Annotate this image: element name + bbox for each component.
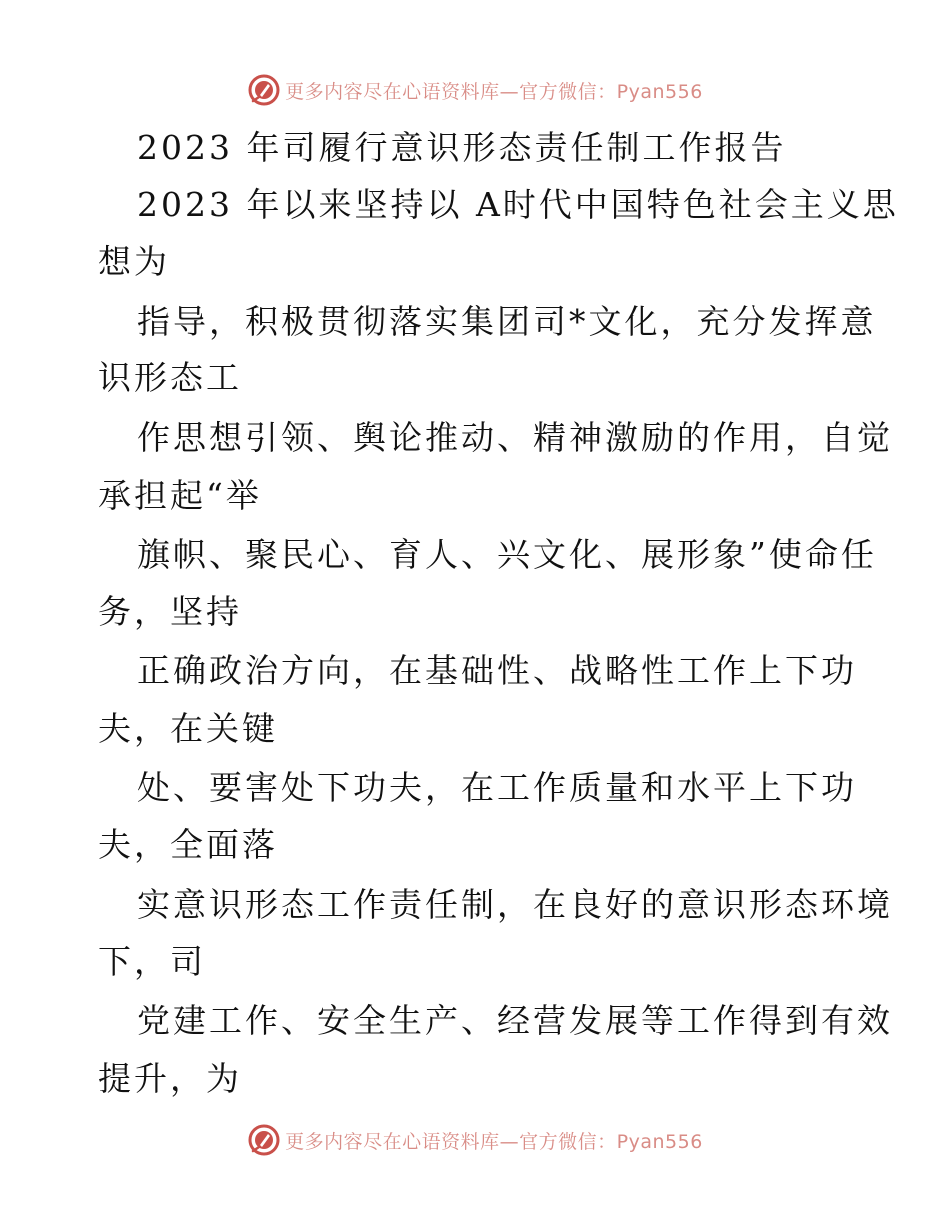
document-title: 2023 年司履行意识形态责任制工作报告 xyxy=(137,128,787,167)
paragraph-line: 指导，积极贯彻落实集团司*文化，充分发挥意 xyxy=(137,302,877,341)
paragraph-line: 实意识形态工作责任制，在良好的意识形态环境 xyxy=(137,885,893,924)
paragraph-line: 下，司 xyxy=(98,942,206,981)
paragraph-line: 作思想引领、舆论推动、精神激励的作用，自觉 xyxy=(137,418,893,457)
paragraph-line: 正确政治方向，在基础性、战略性工作上下功 xyxy=(137,651,857,690)
watermark-text: 更多内容尽在心语资料库—官方微信：Pyan556 xyxy=(285,80,703,103)
paragraph-line: 承担起“举 xyxy=(98,476,262,515)
paragraph-line: 提升，为 xyxy=(98,1059,242,1098)
paragraph-line: 识形态工 xyxy=(98,358,242,397)
paragraph-line: 想为 xyxy=(98,242,170,281)
paragraph-line: 旗帜、聚民心、育人、兴文化、展形象”使命任 xyxy=(137,535,877,574)
paragraph-line: 夫，在关键 xyxy=(98,709,278,748)
paragraph-line: 夫，全面落 xyxy=(98,825,278,864)
paragraph-line: 党建工作、安全生产、经营发展等工作得到有效 xyxy=(137,1001,893,1040)
pen-nib-seal-icon xyxy=(247,1123,281,1157)
watermark-text: 更多内容尽在心语资料库—官方微信：Pyan556 xyxy=(285,1130,703,1153)
footer-watermark xyxy=(0,1120,950,1160)
paragraph-line: 处、要害处下功夫，在工作质量和水平上下功 xyxy=(137,768,857,807)
paragraph-line: 2023 年以来坚持以 A时代中国特色社会主义思 xyxy=(137,185,899,224)
paragraph-line: 务，坚持 xyxy=(98,592,242,631)
